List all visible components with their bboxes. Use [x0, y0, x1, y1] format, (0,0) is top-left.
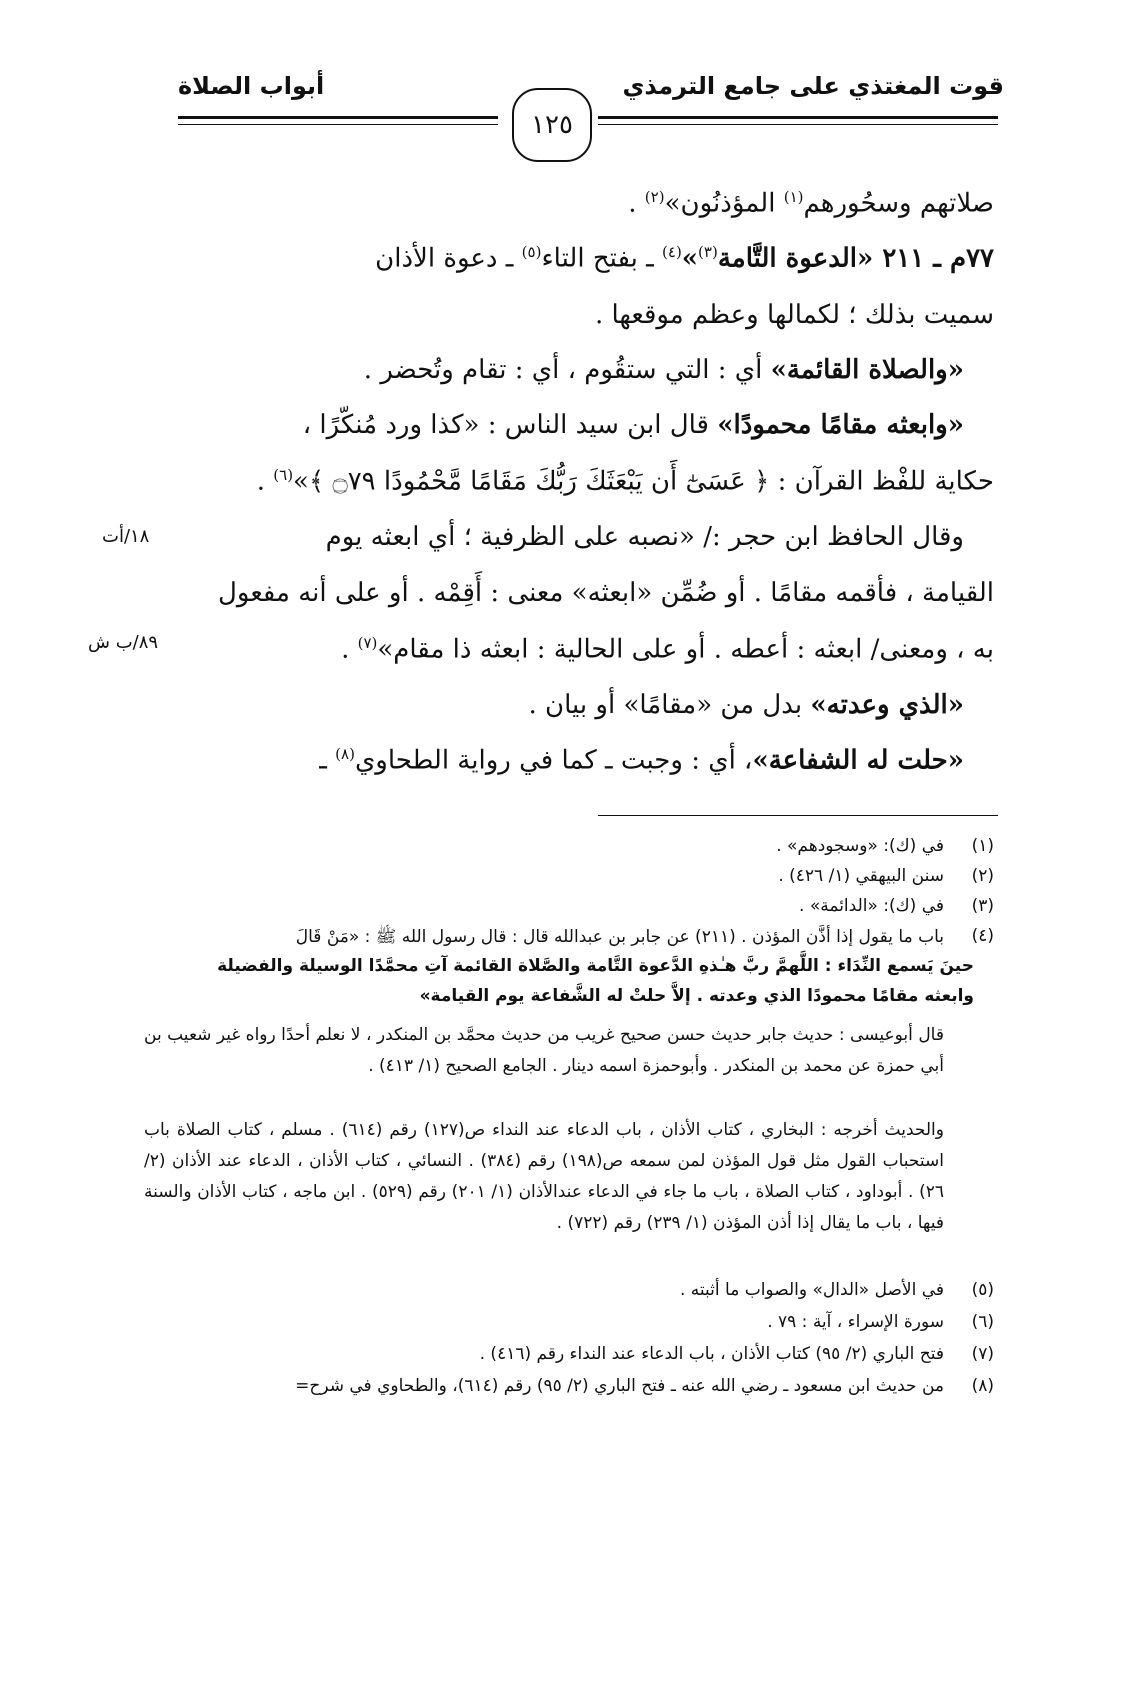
quran-quote: حكاية للفْظ القرآن : ﴿ عَسَىٰٓ أَن يَبْعَثَكَ رَبُّكَ مَقَامًا مَّحْمُودًا ۝٧٩ ﴾»: [293, 466, 994, 497]
footnote-2: سنن البيهقي (١/ ٤٢٦) .: [778, 866, 944, 886]
margin-note-manuscript-b: ٨٩/ب ش: [88, 632, 159, 653]
text: قال ابن سيد الناس : «كذا ورد مُنكّرًا ،: [302, 410, 718, 440]
footnote-number: (٦): [971, 1312, 994, 1332]
header-rule-right-bottom: [598, 124, 998, 125]
header-rule-left-top: [178, 116, 498, 119]
footnote-number: (٧): [971, 1344, 994, 1364]
footnote-ref: (٣): [698, 243, 718, 261]
hadith-heading: ٧٧م ـ ٢١١ «الدعوة التَّامة: [717, 243, 994, 274]
footnote-4-line-3: وابعثه مقامًا محمودًا الذي وعدته . إلاَّ حلتْ له الشَّفاعة يوم القيامة»: [419, 986, 974, 1006]
footnote-number: (١): [971, 836, 994, 856]
body-line-7: [124, 522, 964, 552]
header-rule-right-top: [598, 116, 998, 119]
footnote-separator: [598, 815, 998, 816]
body-line-3: [154, 300, 994, 330]
footnote-number: (٢): [971, 866, 994, 886]
text: ـ: [319, 745, 336, 776]
text: .: [256, 466, 274, 497]
footnote-4-line-2: حينَ يَسمع النِّدَاء : اللَّهمَّ ربَّ هـٰذهِ الدَّعوة التَّامة والصَّلاة القائمة آتِ محمَّدًا الوسيلة والفضيلة: [217, 956, 974, 976]
text: »: [681, 243, 699, 274]
footnote-number: (٥): [971, 1280, 994, 1300]
text: .: [628, 188, 645, 219]
text: وقال الحافظ ابن حجر :/ «نصبه على الظرفية ؛ أي ابعثه يوم: [325, 522, 964, 552]
body-line-10: [124, 690, 964, 720]
running-title-book: قوت المغتذي على جامع الترمذي: [622, 72, 1004, 100]
quoted-term: «وابعثه مقامًا محمودًا»: [717, 410, 964, 440]
footnote-ref: (٧): [357, 634, 378, 652]
footnote-ref: (٨): [335, 745, 355, 763]
footnote-ref: (٦): [273, 466, 294, 484]
text: ـ بفتح التاء: [541, 243, 663, 274]
text: أي : التي ستقُوم ، أي : تقام وتُحضر .: [363, 355, 771, 385]
quoted-term: «والصلاة القائمة»: [770, 355, 964, 385]
footnote-ref: (٤): [662, 243, 682, 261]
footnote-number: (٣): [971, 896, 994, 916]
text: القيامة ، فأقمه مقامًا . أو ضُمِّن «ابعثه» معنى : أَقِمْه . أو على أنه مفعول: [218, 578, 994, 608]
body-line-8: [154, 578, 994, 608]
text: سميت بذلك ؛ لكمالها وعظم موقعها .: [594, 300, 994, 330]
footnote-ref: (٥): [521, 243, 542, 261]
footnote-number: (٤): [971, 926, 994, 946]
margin-note-manuscript-a: ١٨/أت: [102, 526, 150, 547]
footnote-number: (٨): [971, 1376, 994, 1396]
quoted-term: «حلت له الشفاعة»: [752, 745, 964, 776]
footnote-7: فتح الباري (٢/ ٩٥) كتاب الأذان ، باب الدعاء عند النداء رقم (٤١٦) .: [479, 1344, 944, 1364]
text: المؤذنُون»: [664, 188, 784, 219]
footnote-3: في (ك): «الدائمة» .: [799, 896, 944, 916]
footnote-5: في الأصل «الدال» والصواب ما أثبته .: [679, 1280, 944, 1300]
body-line-4: [124, 355, 964, 385]
footnote-4-paragraph-3: والحديث أخرجه : البخاري ، كتاب الأذان ، باب الدعاء عند النداء ص(١٢٧) رقم (٦١٤) . مسلم ، كتاب الصلاة باب استحباب القول مثل قول المؤذن لمن سمعه ص(١٩٨) رقم (٣٨٤) . النسائي ، كتاب الأذان ، الدعاء عند الأذان (٢/ ٢٦) . أبوداود ، كتاب الصلاة ، باب ما جاء في الدعاء عندالأذان (١/ ٢٠١) رقم (٥٢٩) . ابن ماجه ، كتاب الأذان والسنة فيها ، باب ما يقال إذا أذن المؤذن (١/ ٢٣٩) رقم (٧٢٢) .: [144, 1120, 944, 1233]
footnote-ref: (٢): [644, 188, 665, 206]
footnote-4-line-1: باب ما يقول إذا أذَّن المؤذن . (٢١١) عن جابر بن عبدالله قال : قال رسول الله ﷺ : «مَنْ قَالَ: [295, 927, 944, 947]
header-rule-left-bottom: [178, 124, 498, 125]
body-line-1: [154, 188, 994, 219]
footnote-4-paragraph-2: قال أبوعيسى : حديث جابر حديث حسن صحيح غريب من حديث محمَّد بن المنكدر ، لا نعلم أحدًا رواه غير شعيب بن أبي حمزة عن محمد بن المنكدر . وأبوحمزة اسمه دينار . الجامع الصحيح (١/ ٤١٣) .: [144, 1025, 944, 1076]
footnote-6: سورة الإسراء ، آية : ٧٩ .: [767, 1312, 944, 1332]
footnote-1: في (ك): «وسجودهم» .: [776, 836, 944, 856]
text: به ، ومعنى/ ابعثه : أعطه . أو على الحالية : ابعثه ذا مقام»: [377, 634, 994, 665]
text: بدل من «مقامًا» أو بيان .: [528, 690, 811, 720]
footnote-8: من حديث ابن مسعود ـ رضي الله عنه ـ فتح الباري (٢/ ٩٥) رقم (٦١٤)، والطحاوي في شرح=: [295, 1376, 944, 1396]
page-number: ١٢٥: [512, 88, 592, 162]
body-line-6: [154, 466, 994, 497]
body-line-2: [154, 243, 994, 274]
body-line-5: [124, 410, 964, 440]
footnote-ref: (١): [783, 188, 804, 206]
text: صلاتهم وسحُورهم: [803, 188, 994, 219]
text: .: [341, 634, 358, 665]
running-title-chapter: أبواب الصلاة: [178, 72, 325, 100]
body-line-9: [154, 634, 994, 665]
quoted-term: «الذي وعدته»: [810, 690, 964, 720]
text: ـ دعوة الأذان: [375, 243, 522, 274]
body-line-11: [124, 745, 964, 776]
text: ، أي : وجبت ـ كما في رواية الطحاوي: [354, 745, 753, 776]
